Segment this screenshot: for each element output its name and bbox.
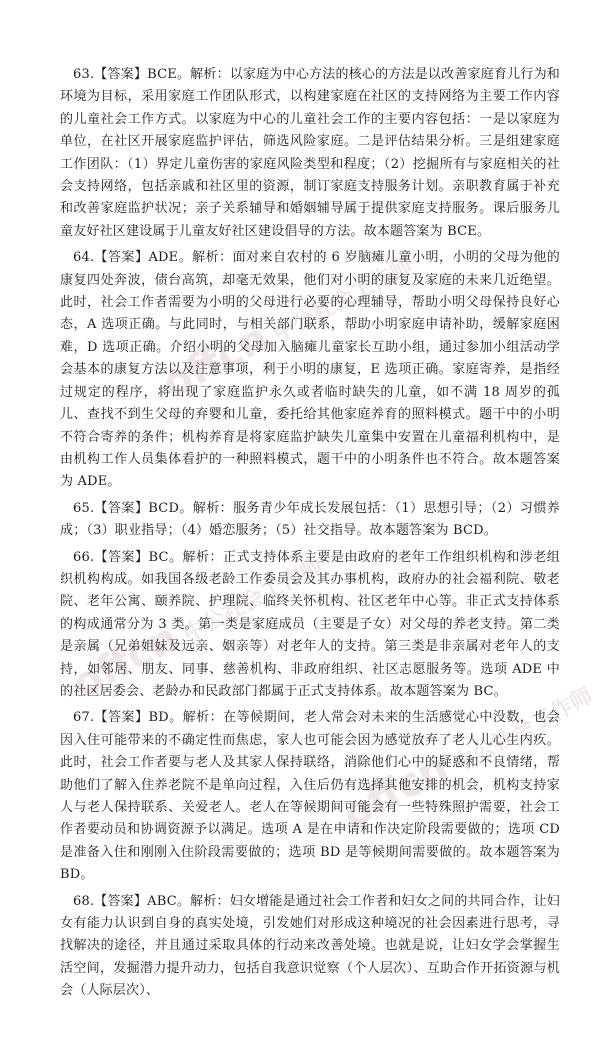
watermark-logo: offcn <box>65 614 186 708</box>
document-body <box>60 64 560 1007</box>
answer-paragraph-64: 64.【答案】ADE。解析：面对来自农村的 6 岁脑瘫儿童小明，小明的父母为他的康复四处奔波，债台高筑，却毫无效果，他们对小明的康复及家庭的未来几近绝望。此时，社会工作者需要为小明的父母进行必要的心理辅导，帮助小明父母保持良好心态，A 选项正确。与此同时，与相关部门联系，帮助小明家庭申请补助，缓解家庭困难，D 选项正确。介绍小明的父母加入脑瘫儿童家长互助小组，通过参加小组活动学会基本的康复方法以及注意事项，利于小明的康复，E 选项正确。家庭寄养，是指经过规定的程序，将出现了家庭监护永久或者临时缺失的儿童，如不满 18 周岁的孤儿、查找不到生父母的弃婴和儿童，委托给其他家庭养育的照料模式。题干中的小明不符合寄养的条件；机构养育是将家庭监护缺失儿童集中安置在儿童福利机构中，是由机构工作人员集体看护的一种照料模式，题干中的小明条件也不符合。故本题答案为 ADE。 <box>60 250 560 490</box>
watermark-logo: offcn <box>335 744 456 838</box>
watermark-text: 中公社会工作师 <box>269 253 417 348</box>
watermark-text: 中公社会工作师 <box>179 553 327 648</box>
answer-paragraph-65: 65.【答案】BCD。解析：服务青少年成长发展包括：（1）思想引导；（2）习惯养成；（3）职业指导；（4）婚恋服务；（5）社交指导。故本题答案为 BCD。 <box>60 500 560 539</box>
answer-paragraph-66: 66.【答案】BC。解析：正式支持体系主要是由政府的老年工作组织机构和涉老组织机构构成。如我国各级老龄工作委员会及其办事机构，政府办的社会福利院、敬老院、老年公寓、颐养院、护理院、临终关怀机构、社区老年中心等。非正式支持体系的构成通常分为 3 类。第一类是家庭成员（主要是子女）对父母的养老支持。第二类是亲属（兄弟姐妹及远亲、姻亲等）对老年人的支持。第三类是非亲属对老年人的支持，如邻居、朋友、同事、慈善机构、非政府组织、社区志愿服务等。选项 ADE 中的社区居委会、老龄办和民政部门都属于正式支持体系。故本题答案为 BC。 <box>60 549 560 699</box>
answer-paragraph-63: 63.【答案】BCE。解析：以家庭为中心方法的核心的方法是以改善家庭育儿行为和环境为目标，采用家庭工作团队形式，以构建家庭在社区的支持网络为主要工作内容的儿童社会工作方式。以家庭为中心的儿童社会工作的主要内容包括：一是以家庭为单位，在社区开展家庭监护评估，筛选风险家庭。二是评估结果分析。三是组建家庭工作团队：（1）界定儿童伤害的家庭风险类型和程度；（2）挖掘所有与家庭相关的社会支持网络，包括亲戚和社区里的资源，制订家庭支持服务计划。亲职教育属于补充和改善家庭监护状况；亲子关系辅导和婚姻辅导属于提供家庭支持服务。课后服务儿童友好社区建设属于儿童友好社区建设倡导的方法。故本题答案为 BCE。 <box>60 67 560 239</box>
answer-paragraph-67: 67.【答案】BD。解析：在等候期间，老人常会对未来的生活感觉心中没数，也会因入住可能带来的不确定性而焦虑，家人也可能会因为感觉放弃了老人儿心生内疚。此时，社会工作者要与老人及其家人保持联络，消除他们心中的疑惑和不良情绪，帮助他们了解入住养老院不是单向过程，入住后仍有选择其他安排的机会，机构支持家人与老人保持联系、关爱老人。老人在等候期间可能会有一些特殊照护需要，社会工作者要动员和协调资源予以满足。选项 A 是在申请和作决定阶段需要做的；选项 CD 是准备入住和刚刚入住阶段需要做的；选项 BD 是等候期间需要做的。故本题答案为 BD。 <box>60 710 560 883</box>
watermark-logo: offcn <box>155 314 276 408</box>
watermark-text: 中公社会工作师 <box>449 683 597 778</box>
answer-paragraph-68: 68.【答案】ABC。解析：妇女增能是通过社会工作者和妇女之间的共同合作，让妇女有能力认识到自身的真实处境，引发她们对形成这种境况的社会因素进行思考，寻找解决的途径，并且通过采取具体的行动来改善处境。也就是说，让妇女学会掌握生活空间，发掘潜力提升动力，包括自我意识觉察（个人层次）、互助合作开拓资源与机会（人际层次）、 <box>60 893 560 999</box>
